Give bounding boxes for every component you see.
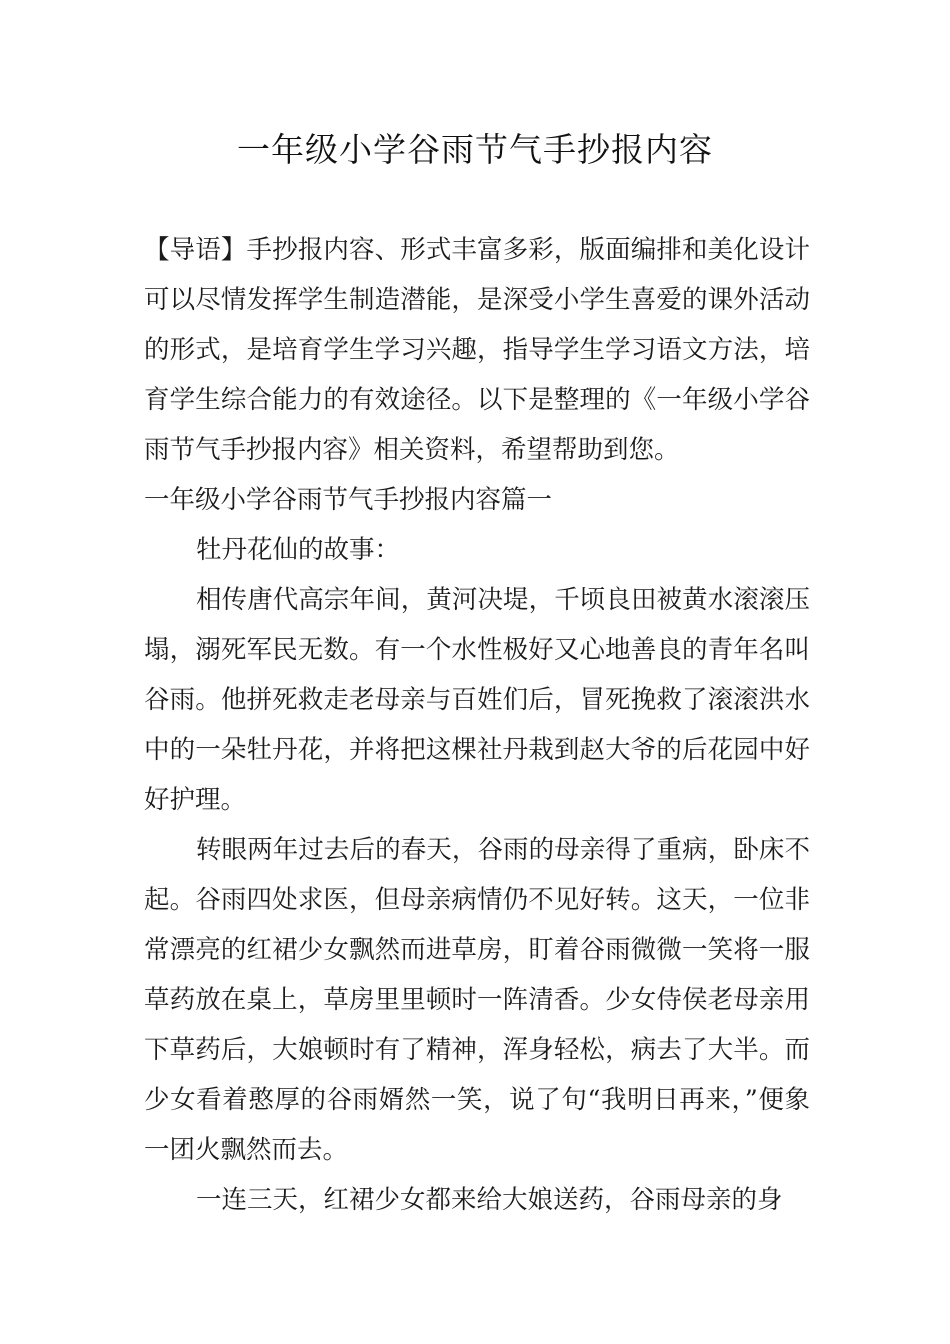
- intro-paragraph: 【导语】手抄报内容、形式丰富多彩，版面编排和美化设计可以尽情发挥学生制造潜能，是深受小学生喜爱的课外活动的形式，是培育学生学习兴趣，指导学生学习语文方法，培育学生综合能力的有效途径。以下是整理的《一年级小学谷雨节气手抄报内容》相关资料，希望帮助到您。: [144, 235, 810, 465]
- story-paragraph-1: 相传唐代高宗年间，黄河决堤，千顷良田被黄水滚滚压塌，溺死军民无数。有一个水性极好又心地善良的青年名叫谷雨。他拼死救走老母亲与百姓们后，冒死挽救了滚滚洪水中的一朵牡丹花，并将把这棵社丹栽到赵大爷的后花园中好好护理。: [144, 585, 810, 815]
- document-title: 一年级小学谷雨节气手抄报内容: [237, 130, 713, 169]
- story-title: 牡丹花仙的故事：: [196, 535, 401, 565]
- document-body: [144, 225, 810, 1225]
- story-paragraph-2: 转眼两年过去后的春天，谷雨的母亲得了重病，卧床不起。谷雨四处求医，但母亲病情仍不见好转。这天，一位非常漂亮的红裙少女飘然而进草房，盯着谷雨微微一笑将一服草药放在桌上，草房里里顿时一阵清香。少女侍侯老母亲用下草药后，大娘顿时有了精神，浑身轻松，病去了大半。而少女看着憨厚的谷雨婿然一笑，说了句“我明日再来，”便象一团火飘然而去。: [144, 835, 810, 1165]
- story-paragraph-3: 一连三天，红裙少女都来给大娘送药，谷雨母亲的身: [196, 1185, 783, 1215]
- section-heading: 一年级小学谷雨节气手抄报内容篇一: [144, 485, 553, 515]
